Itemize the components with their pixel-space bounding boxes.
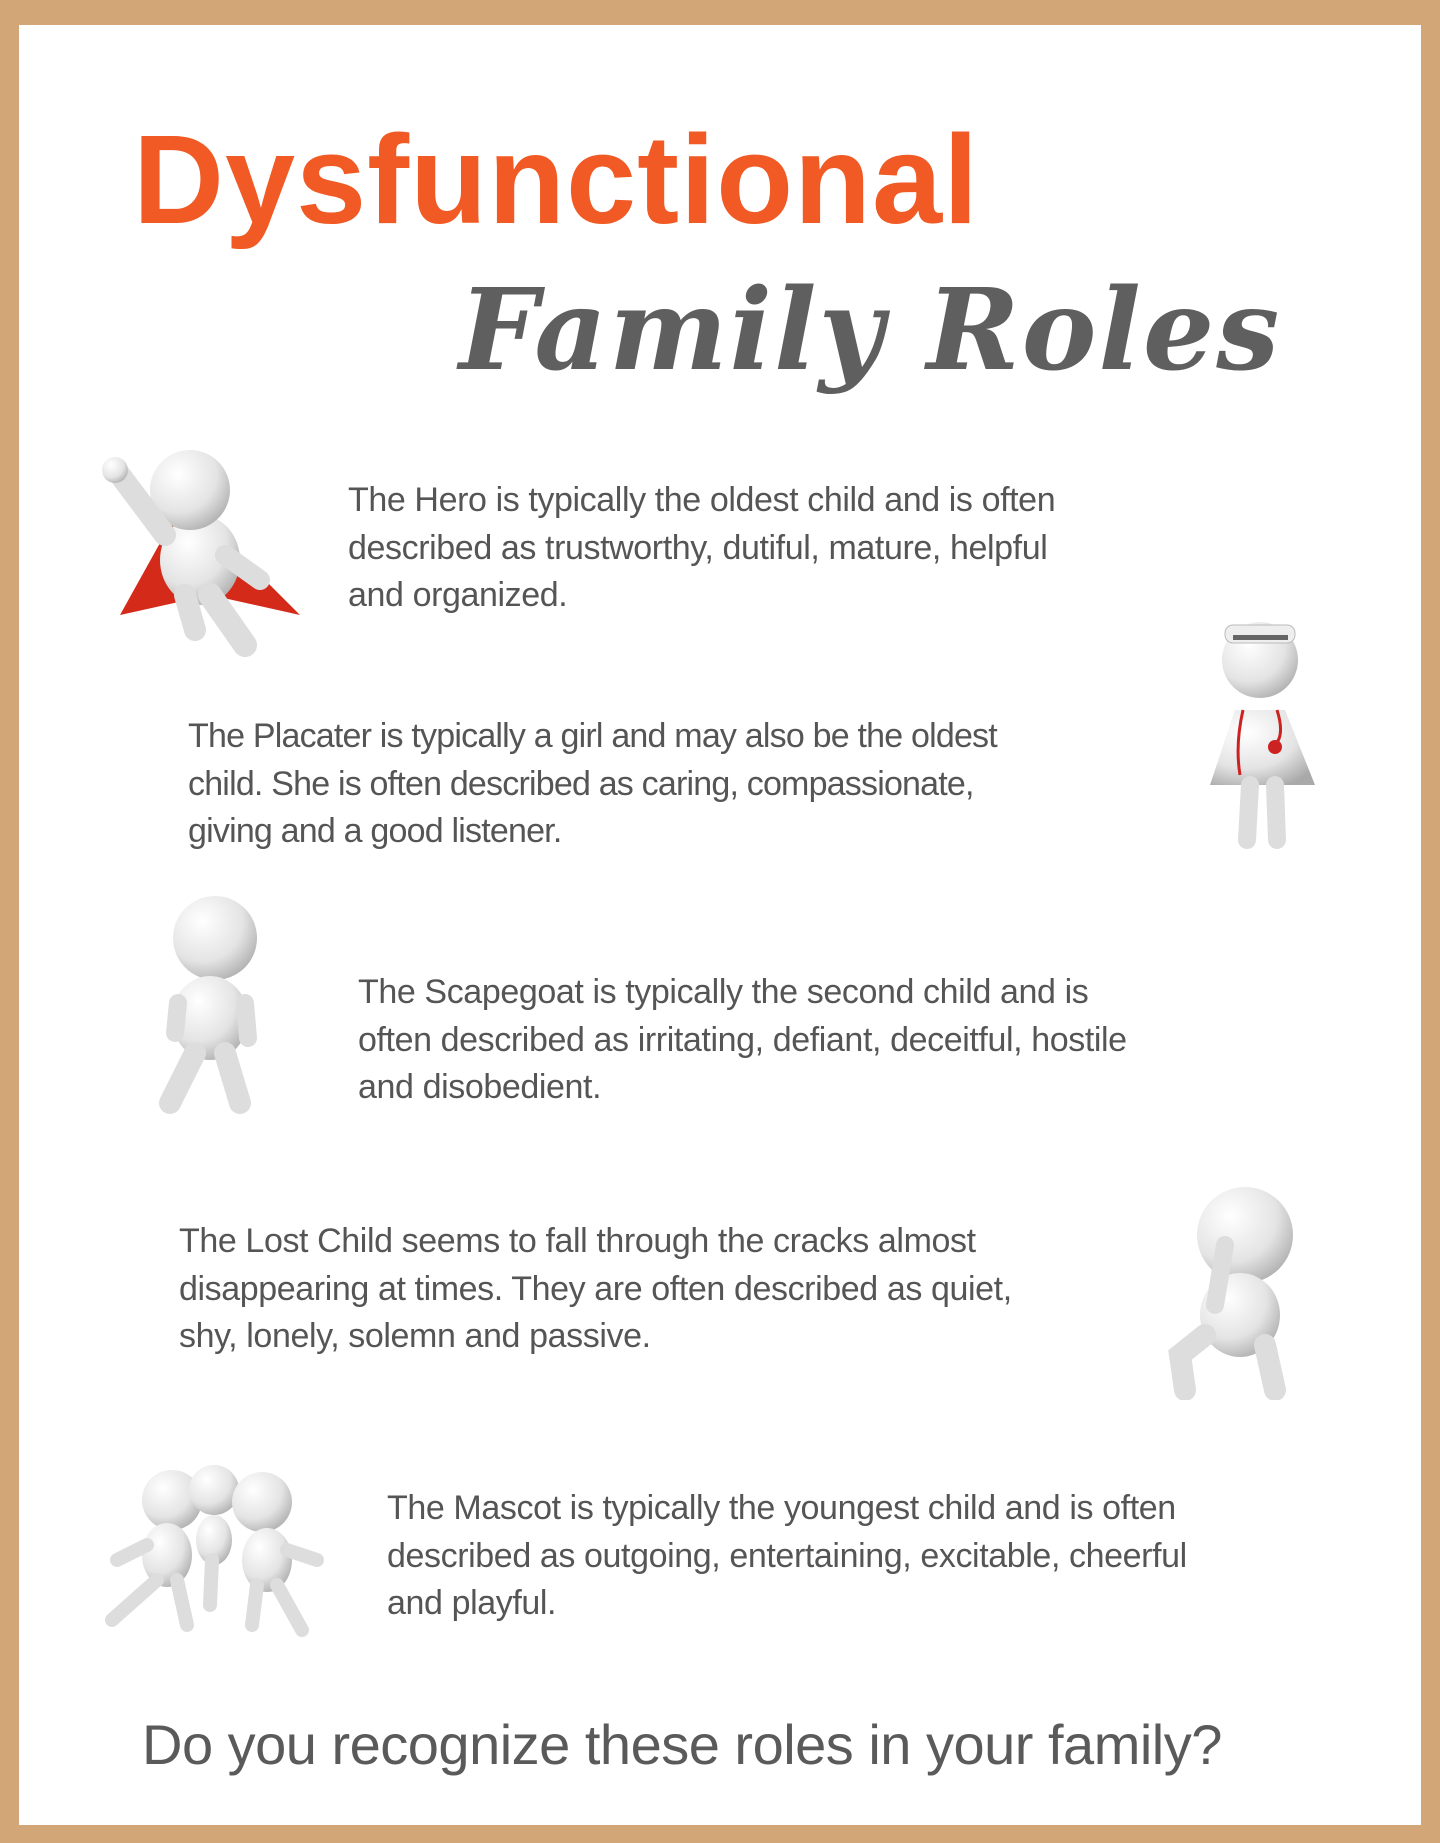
mascot-group-figure-icon [92, 1460, 327, 1638]
nurse-figure-icon [1205, 615, 1320, 860]
mascot-description [387, 1485, 1187, 1628]
scapegoat-description [358, 969, 1127, 1112]
text-line: The Placater is typically a girl and may also be the oldest [188, 717, 997, 755]
title: Dysfunctional [133, 109, 980, 250]
text-line: and playful. [387, 1584, 557, 1622]
text-line: and organized. [348, 576, 568, 614]
scapegoat-figure-icon [150, 893, 270, 1118]
text-line: giving and a good listener. [188, 812, 562, 850]
lost-child-figure-icon [1155, 1185, 1310, 1400]
text-line: The Hero is typically the oldest child and is often [348, 481, 1056, 519]
text-line: often described as irritating, defiant, deceitful, hostile [358, 1020, 1127, 1059]
text-line: The Mascot is typically the youngest child and is often [387, 1489, 1176, 1527]
text-line: shy, lonely, solemn and passive. [179, 1317, 651, 1355]
text-line: described as trustworthy, dutiful, mature, helpful [348, 528, 1048, 567]
text-line: disappearing at times. They are often described as quiet, [179, 1269, 1012, 1308]
text-line: child. She is often described as caring, compassionate, [188, 764, 974, 803]
lost-child-description [179, 1218, 1012, 1361]
text-line: The Lost Child seems to fall through the cracks almost [179, 1222, 976, 1260]
closing-question: Do you recognize these roles in your family? [142, 1713, 1222, 1776]
subtitle: Family Roles [459, 265, 1282, 396]
text-line: The Scapegoat is typically the second child and is [358, 973, 1089, 1011]
placater-description [188, 713, 997, 856]
hero-description [348, 477, 1055, 620]
hero-figure-icon [100, 445, 320, 660]
text-line: and disobedient. [358, 1068, 602, 1106]
text-line: described as outgoing, entertaining, excitable, cheerful [387, 1536, 1187, 1575]
